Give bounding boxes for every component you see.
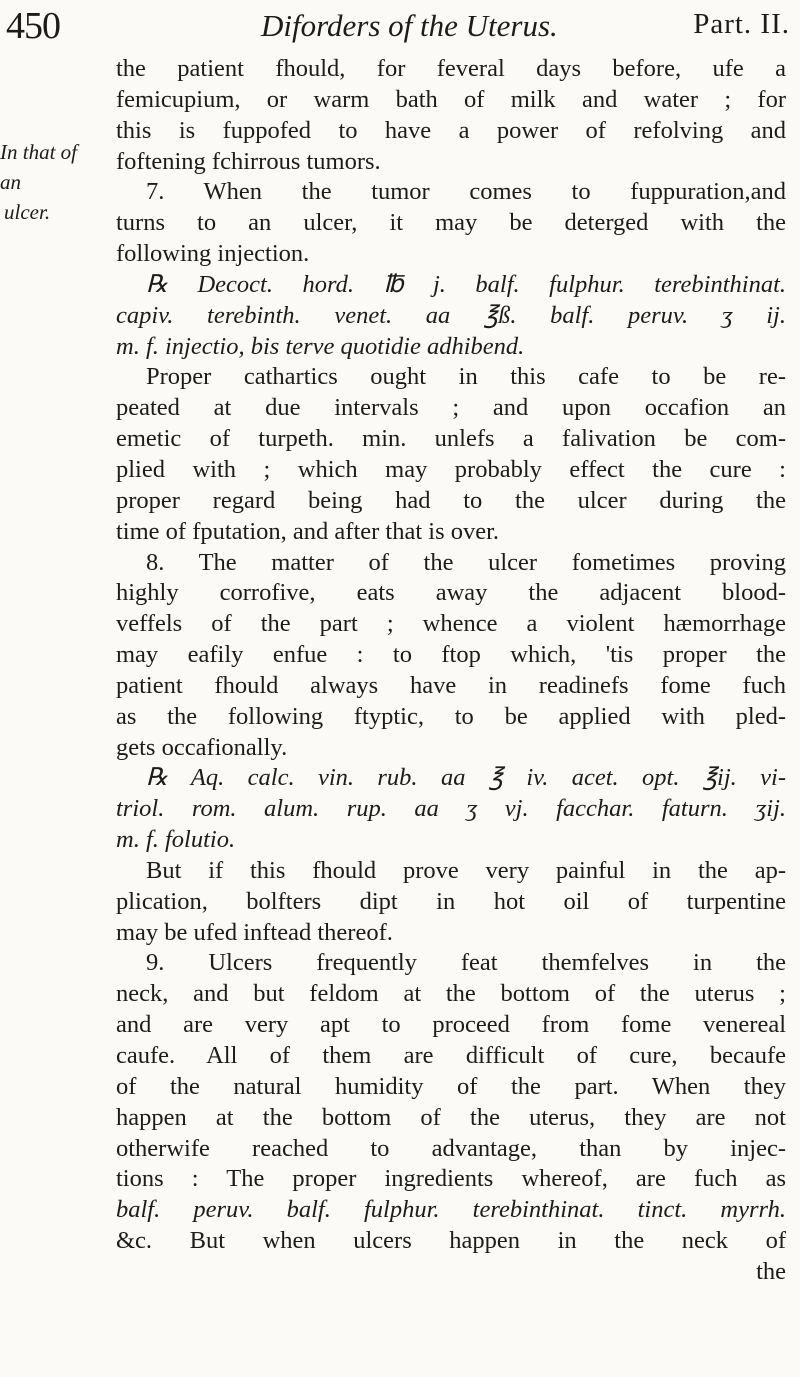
page-number: 450 (6, 5, 60, 47)
part-label: Part. II. (693, 8, 790, 40)
text-line: 9. Ulcers frequently feat themfelves in the (146, 949, 786, 977)
text-line: proper regard being had to the ulcer during the (116, 486, 786, 514)
text-line: may be ufed inftead thereof. (116, 918, 393, 946)
text-line: highly corrofive, eats away the adjacent blood- (116, 579, 786, 607)
text-line: time of fputation, and after that is over. (116, 517, 500, 545)
text-line: 8. The matter of the ulcer fometimes proving (146, 548, 786, 576)
text-line: gets occafionally. (116, 733, 288, 761)
text-line: emetic of turpeth. min. unlefs a falivation be com- (116, 425, 786, 453)
text-line: triol. rom. alum. rup. aa ʒ vj. facchar. faturn. ʒij. (116, 795, 786, 823)
text-line: veffels of the part ; whence a violent hæmorrhage (116, 610, 786, 638)
text-line: ℞ Aq. calc. vin. rub. aa ℥ iv. acet. opt. ℥ij. vi- (146, 764, 786, 792)
margin-note-line: ulcer. (4, 200, 51, 224)
text-line: &c. But when ulcers happen in the neck of (116, 1227, 786, 1255)
running-title: Diforders of the Uterus. (261, 8, 558, 43)
catchword: the (756, 1257, 786, 1285)
text-line: foftening fchirrous tumors. (116, 147, 381, 175)
text-line: may eafily enfue : to ftop which, 'tis proper the (116, 641, 786, 669)
text-line: Proper cathartics ought in this cafe to be re- (146, 363, 786, 391)
text-line: this is fuppofed to have a power of refolving and (116, 116, 786, 144)
text-line: patient fhould always have in readinefs fome fuch (116, 671, 786, 699)
text-line: happen at the bottom of the uterus, they are not (116, 1103, 786, 1131)
margin-note-line: In that of an (0, 140, 77, 194)
text-line: neck, and but feldom at the bottom of the uterus ; (116, 980, 786, 1008)
text-line: and are very apt to proceed from fome venereal (116, 1011, 786, 1039)
text-line: of the natural humidity of the part. When they (116, 1072, 786, 1100)
margin-note (0, 137, 100, 227)
page-header (6, 4, 790, 56)
text-line: caufe. All of them are difficult of cure, becaufe (116, 1042, 786, 1069)
text-line: m. f. injectio, bis terve quotidie adhibend. (116, 332, 525, 360)
text-line: m. f. folutio. (116, 826, 236, 854)
body-text (116, 54, 786, 1288)
text-line: 7. When the tumor comes to fuppuration,and (146, 178, 786, 206)
text-line: peated at due intervals ; and upon occafion an (116, 394, 786, 422)
text-line: femicupium, or warm bath of milk and water ; for (116, 85, 786, 113)
text-line: plication, bolfters dipt in hot oil of turpentine (116, 887, 786, 915)
text-line: tions : The proper ingredients whereof, are fuch as (116, 1165, 786, 1193)
text-line: following injection. (116, 240, 310, 268)
text-line: balf. peruv. balf. fulphur. terebinthinat. tinct. myrrh. (116, 1196, 786, 1224)
text-line: plied with ; which may probably effect the cure : (116, 455, 786, 483)
text-line: But if this fhould prove very painful in the ap- (146, 856, 786, 884)
text-line: turns to an ulcer, it may be deterged with the (116, 209, 786, 237)
text-line: capiv. terebinth. venet. aa ℥ß. balf. peruv. ʒ ij. (116, 301, 786, 329)
text-line: otherwife reached to advantage, than by injec- (116, 1134, 786, 1162)
text-line: as the following ftyptic, to be applied with pled- (116, 702, 786, 730)
text-line: ℞ Decoct. hord. ℔ j. balf. fulphur. terebinthinat. (146, 270, 786, 298)
text-line: the patient fhould, for feveral days before, ufe a (116, 55, 786, 82)
